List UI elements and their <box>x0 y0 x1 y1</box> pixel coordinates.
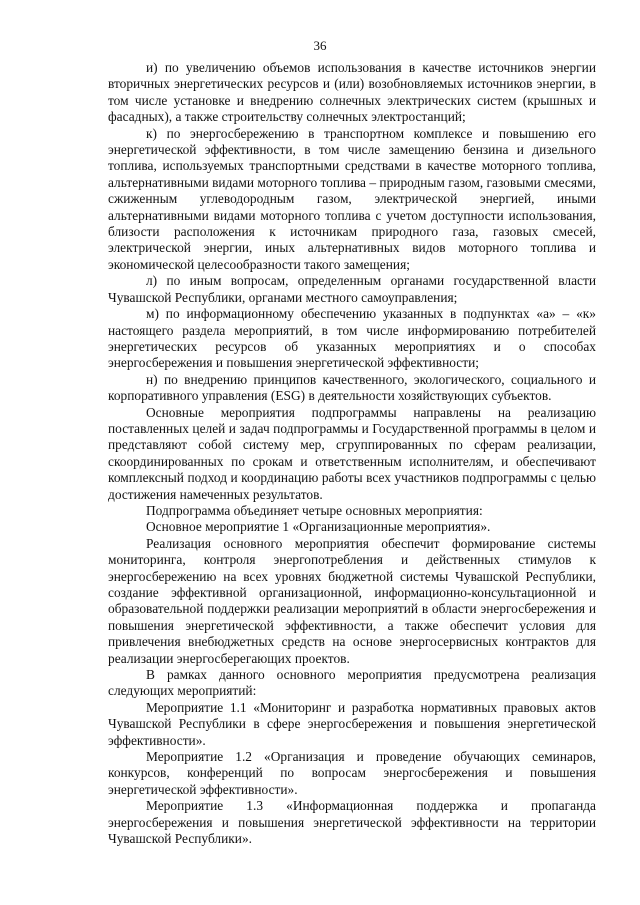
document-body <box>108 60 596 848</box>
paragraph-activity-1-3: Мероприятие 1.3 «Информационная поддержка и пропаганда энергосбережения и повышения энергетической эффективности на территории Чувашской Республики». <box>108 798 596 847</box>
paragraph-item-l: л) по иным вопросам, определенным органами государственной власти Чувашской Республики, органами местного самоуправления; <box>108 273 596 305</box>
paragraph-item-i: и) по увеличению объемов использования в качестве источников энергии вторичных энергетических ресурсов и (или) возобновляемых источников энергии, в том числе установке и внедрению солнечных электрических систем (крышных и фасадных), а также строительству солнечных электростанций; <box>108 60 596 125</box>
paragraph-activity-1-1: Мероприятие 1.1 «Мониторинг и разработка нормативных правовых актов Чувашской Республики в сфере энергосбережения и повышения энергетической эффективности». <box>108 699 596 748</box>
paragraph-item-n: н) по внедрению принципов качественного, экологического, социального и корпоративного управления (ESG) в деятельности хозяйствующих субъектов. <box>108 371 596 404</box>
paragraph-main-activity-1-description: Реализация основного мероприятия обеспечит формирование системы мониторинга, контроля энергопотребления и действенных стимулов к энергосбережению на всех уровнях бюджетной системы Чувашской Республики, создание эффективной организационной, информационно-консультационной и образовательной поддержки реализации мероприятий в области энергосбережения и повышения энергетической эффективности, а также обеспечит условия для привлечения внебюджетных средств на основе энергосервисных контрактов для реализации энергосберегающих проектов. <box>108 535 596 666</box>
paragraph-main-activity-1-title: Основное мероприятие 1 «Организационные мероприятия». <box>146 519 491 535</box>
paragraph-main-activities-purpose: Основные мероприятия подпрограммы направлены на реализацию поставленных целей и задач подпрограммы и Государственной программы в целом и представляют собой систему мер, сгруппированных по сферам реализации, скоординированных по срокам и ответственным исполнителям, и обеспечивают комплексный подход и координацию работы всех участников подпрограммы с целью достижения намеченных результатов. <box>108 404 596 502</box>
paragraph-item-m: м) по информационному обеспечению указанных в подпунктах «а» – «к» настоящего раздела мероприятий, в том числе информированию потребителей энергетических ресурсов об указанных мероприятиях и о способах энергосбережения и повышения энергетической эффективности; <box>108 306 596 371</box>
page-number: 36 <box>313 38 327 53</box>
paragraph-item-k: к) по энергосбережению в транспортном комплексе и повышению его энергетической эффективности, в том числе замещению бензина и дизельного топлива, используемых транспортными средствами в качестве моторного топлива, альтернативными видами моторного топлива – природным газом, газовыми смесями, сжиженным углеводородным газом, электрической энергией, иными альтернативными видами моторного топлива с учетом доступности использования, близости расположения к источникам природного газа, газовых смесей, электрической энергии, иных альтернативных видов моторного топлива и экономической целесообразности такого замещения; <box>108 125 596 272</box>
paragraph-four-activities: Подпрограмма объединяет четыре основных мероприятия: <box>146 502 483 518</box>
paragraph-activity-1-2: Мероприятие 1.2 «Организация и проведение обучающих семинаров, конкурсов, конференций по вопросам энергосбережения и повышения энергетической эффективности». <box>108 749 596 797</box>
paragraph-activities-intro: В рамках данного основного мероприятия предусмотрена реализация следующих мероприятий: <box>108 667 596 699</box>
